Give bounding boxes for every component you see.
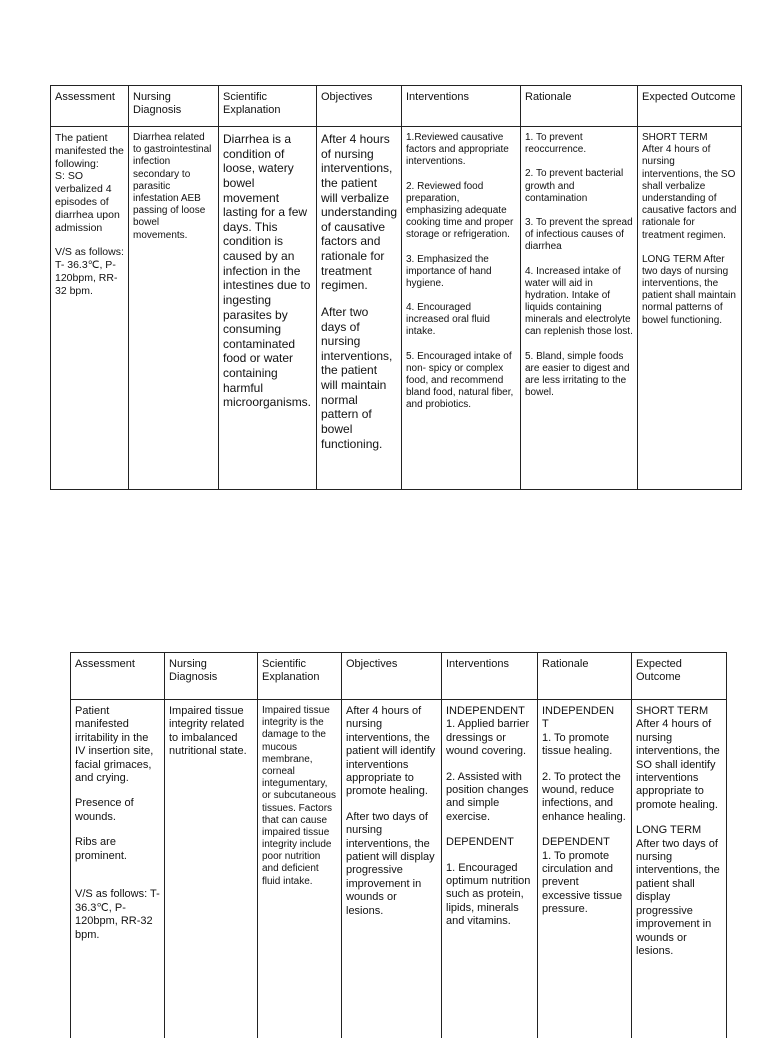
rationale-item: 2. To protect the wound, reduce infections, and enhance healing. [542, 771, 627, 825]
objective-long-term: After two days of nursing interventions, the patient will display progressive improvement in wounds or lesions. [346, 811, 437, 918]
header-objectives: Objectives [317, 86, 402, 127]
header-expected-outcome: Expected Outcome [632, 653, 727, 700]
intervention-item: 1.Reviewed causative factors and appropriate interventions. [406, 132, 516, 169]
objective-long-term: After two days of nursing interventions, the patient will maintain normal pattern of bowel functioning. [321, 305, 397, 451]
interventions-cell [402, 127, 521, 490]
diagnosis-text: Impaired tissue integrity related to imbalanced nutritional state. [169, 705, 253, 759]
rationale-cell [521, 127, 638, 490]
care-plan-table-tissue-integrity [70, 652, 727, 1038]
intervention-item: 2. Assisted with position changes and simple exercise. [446, 771, 533, 825]
header-scientific-explanation: Scientific Explanation [219, 86, 317, 127]
header-nursing-diagnosis: Nursing Diagnosis [165, 653, 258, 700]
rationale-item: DEPENDENT 1. To promote circulation and prevent excessive tissue pressure. [542, 836, 627, 916]
header-row [71, 653, 727, 700]
diagnosis-text: Diarrhea related to gastrointestinal infection secondary to parasitic infestation AEB passing of loose bowel movements. [133, 132, 214, 242]
header-row [51, 86, 742, 127]
header-nursing-diagnosis: Nursing Diagnosis [129, 86, 219, 127]
objective-short-term: After 4 hours of nursing interventions, the patient will verbalize understanding of causative factors and rationale for treatment regimen. [321, 132, 397, 293]
assessment-text: Ribs are prominent. [75, 836, 160, 863]
table-row [71, 700, 727, 1038]
care-plan-table-diarrhea [50, 85, 742, 490]
rationale-item: INDEPENDEN T 1. To promote tissue healing. [542, 705, 627, 759]
vital-signs-text: V/S as follows: T- 36.3℃, P- 120bpm, RR-32 bpm. [55, 246, 124, 297]
table-row [51, 127, 742, 490]
assessment-text: Patient manifested irritability in the IV insertion site, facial grimaces, and crying. [75, 705, 160, 785]
assessment-text: Presence of wounds. [75, 797, 160, 824]
header-rationale: Rationale [521, 86, 638, 127]
diagnosis-cell [129, 127, 219, 490]
objective-short-term: After 4 hours of nursing interventions, the patient will identify interventions appropriate to promote healing. [346, 705, 437, 799]
rationale-item: 3. To prevent the spread of infectious causes of diarrhea [525, 217, 633, 254]
header-assessment: Assessment [51, 86, 129, 127]
header-rationale: Rationale [538, 653, 632, 700]
intervention-heading: DEPENDENT [446, 836, 533, 849]
rationale-item: 1. To prevent reoccurrence. [525, 132, 633, 156]
outcome-short-term: SHORT TERM After 4 hours of nursing interventions, the SO shall identify interventions appropriate to promote healing. [636, 705, 722, 812]
outcome-long-term: LONG TERM After two days of nursing interventions, the patient shall display progressive improvement in wounds or lesions. [636, 824, 722, 958]
objectives-cell [317, 127, 402, 490]
assessment-text: The patient manifested the following: S: SO verbalized 4 episodes of diarrhea upon admission [55, 132, 124, 234]
explanation-cell [258, 700, 342, 1038]
outcome-short-term: SHORT TERM After 4 hours of nursing interventions, the SO shall verbalize understanding of causative factors and rationale for treatment regimen. [642, 132, 737, 242]
intervention-item: 1. Encouraged optimum nutrition such as protein, lipids, minerals and vitamins. [446, 862, 533, 929]
intervention-item: INDEPENDENT 1. Applied barrier dressings or wound covering. [446, 705, 533, 759]
outcome-cell [638, 127, 742, 490]
intervention-item: 3. Emphasized the importance of hand hygiene. [406, 254, 516, 291]
assessment-cell [71, 700, 165, 1038]
rationale-item: 5. Bland, simple foods are easier to digest and are less irritating to the bowel. [525, 351, 633, 400]
intervention-item: 5. Encouraged intake of non- spicy or complex food, and recommend bland food, natural fiber, and probiotics. [406, 351, 516, 412]
diagnosis-cell [165, 700, 258, 1038]
header-objectives: Objectives [342, 653, 442, 700]
interventions-cell [442, 700, 538, 1038]
header-interventions: Interventions [442, 653, 538, 700]
rationale-item: 2. To prevent bacterial growth and contamination [525, 168, 633, 205]
intervention-item: 4. Encouraged increased oral fluid intake. [406, 302, 516, 339]
header-interventions: Interventions [402, 86, 521, 127]
outcome-cell [632, 700, 727, 1038]
assessment-cell [51, 127, 129, 490]
outcome-long-term: LONG TERM After two days of nursing interventions, the patient shall maintain normal patterns of bowel functioning. [642, 254, 737, 327]
header-expected-outcome: Expected Outcome [638, 86, 742, 127]
header-assessment: Assessment [71, 653, 165, 700]
explanation-text: Diarrhea is a condition of loose, watery bowel movement lasting for a few days. This condition is caused by an infection in the intestines due to ingesting parasites by consuming contaminated food or water containing harmful microorganisms. [223, 132, 312, 410]
header-scientific-explanation: Scientific Explanation [258, 653, 342, 700]
explanation-cell [219, 127, 317, 490]
explanation-text: Impaired tissue integrity is the damage to the mucous membrane, corneal integumentary, or subcutaneous tissues. Factors that can cause impaired tissue integrity include poor nutrition and deficient fluid intake. [262, 705, 337, 888]
rationale-item: 4. Increased intake of water will aid in hydration. Intake of liquids containing minerals and electrolyte can replenish those lost. [525, 266, 633, 339]
rationale-cell [538, 700, 632, 1038]
objectives-cell [342, 700, 442, 1038]
vital-signs-text: V/S as follows: T- 36.3℃, P- 120bpm, RR-32 bpm. [75, 875, 160, 942]
intervention-item: 2. Reviewed food preparation, emphasizing adequate cooking time and proper storage or refrigeration. [406, 181, 516, 242]
